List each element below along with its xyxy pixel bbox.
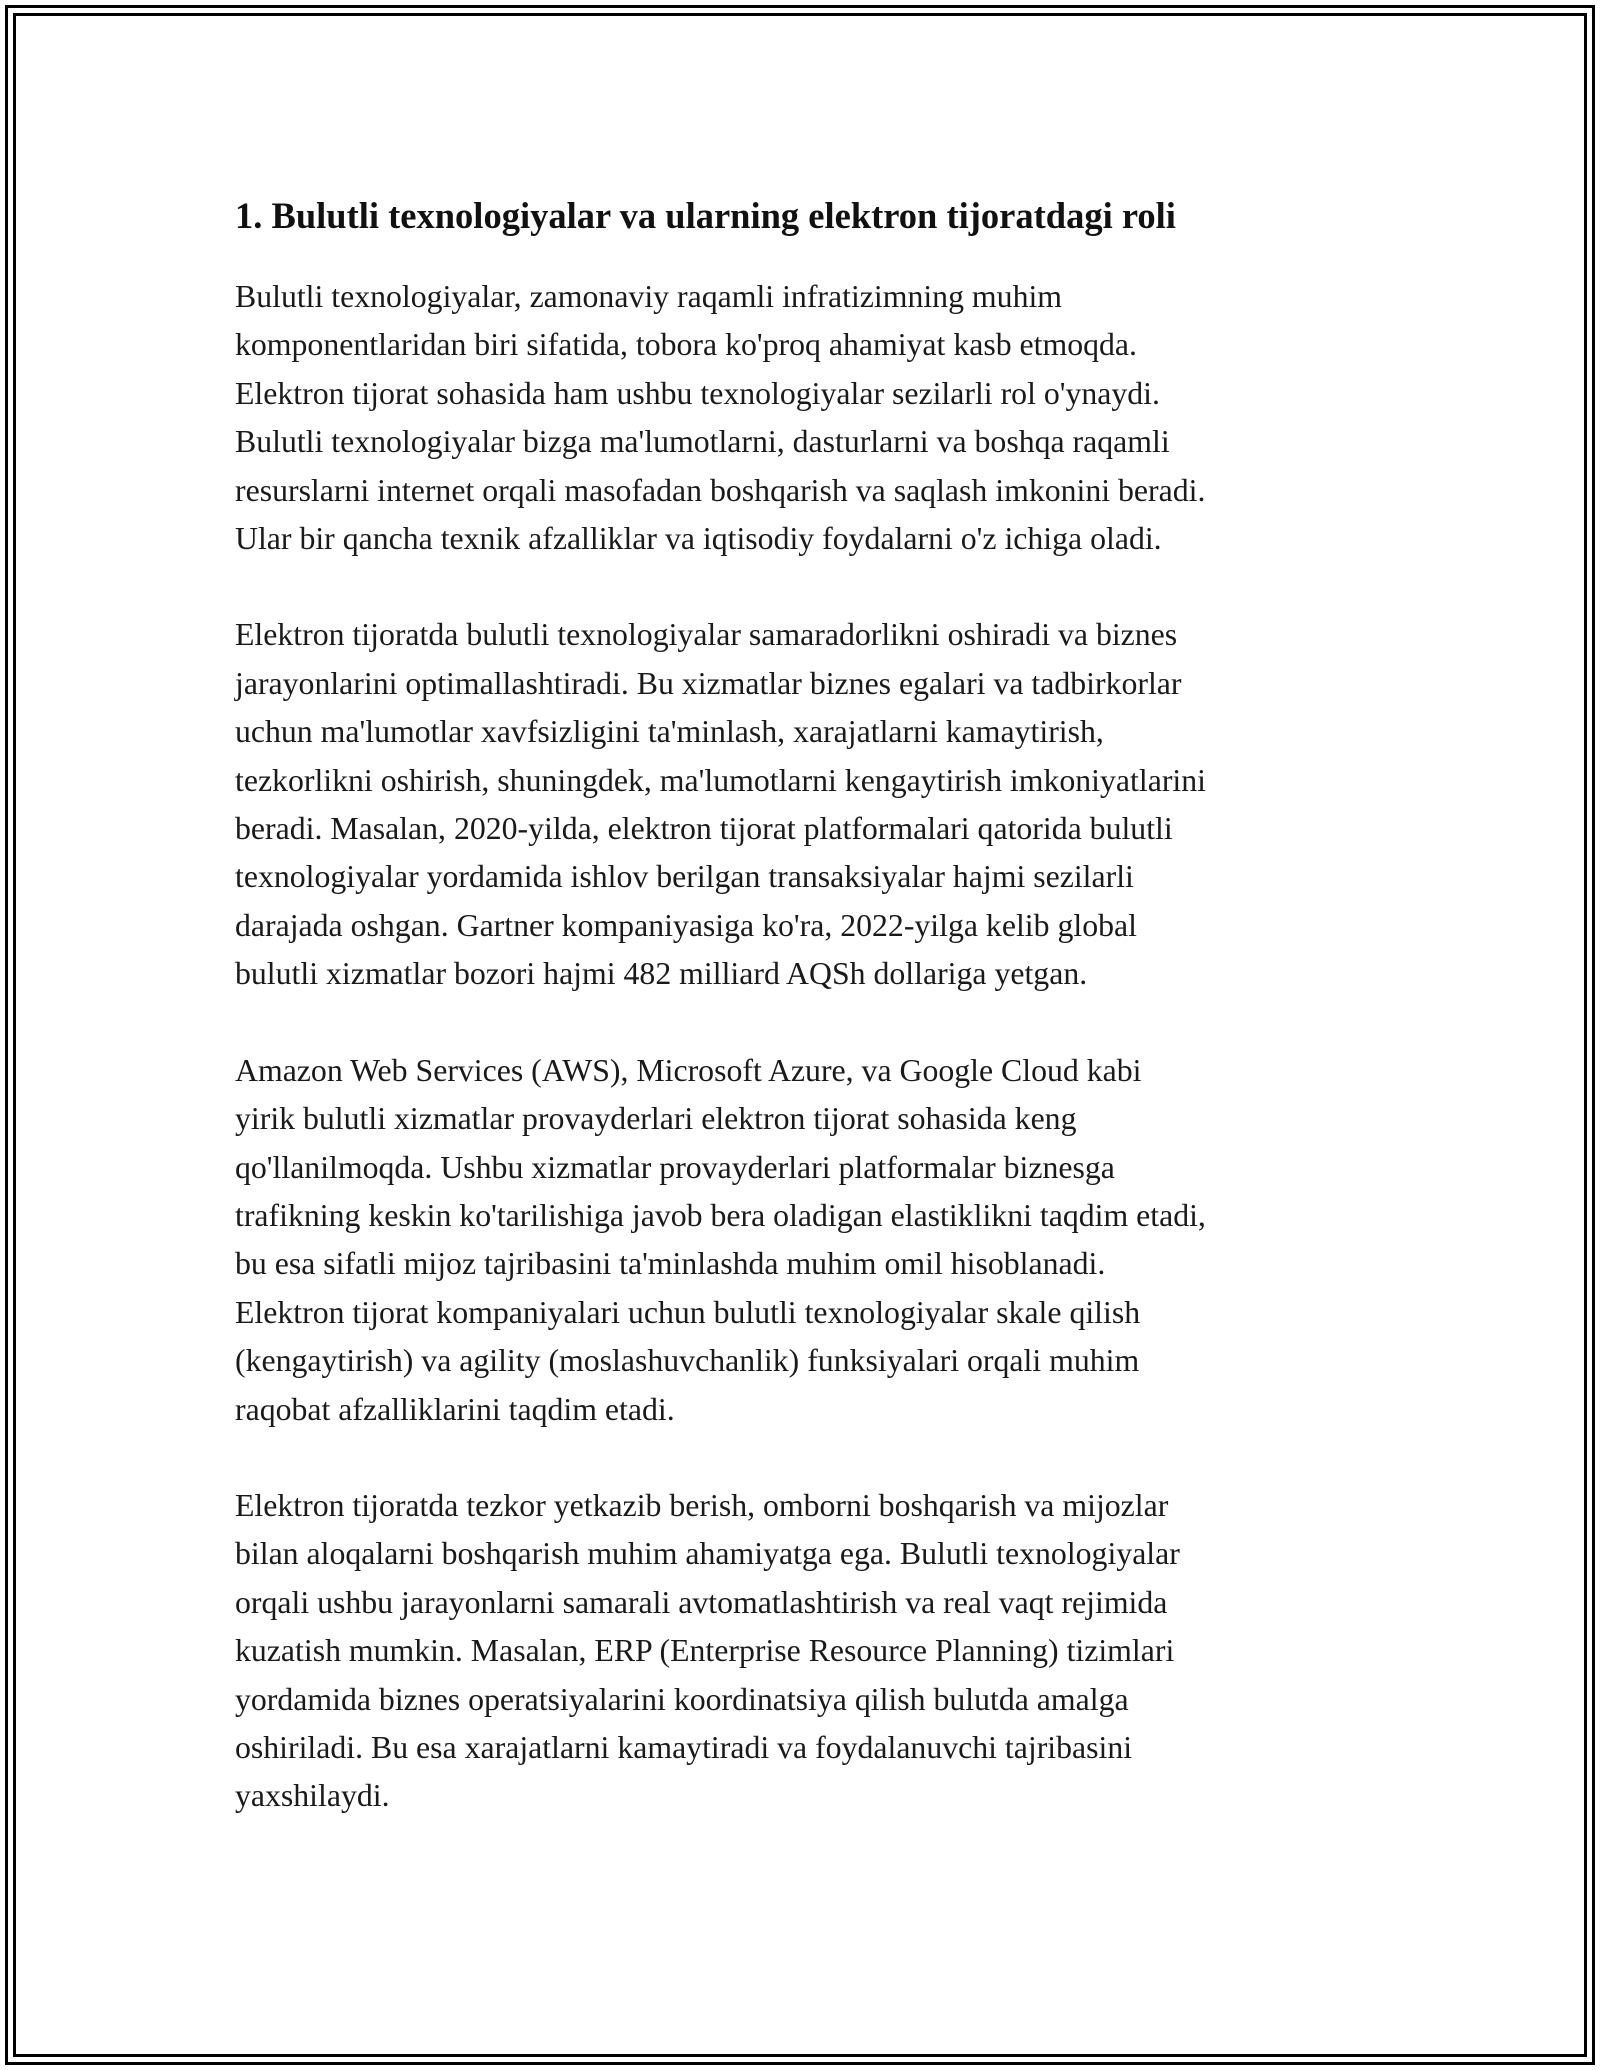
text-line: Elektron tijorat sohasida ham ushbu texnologiyalar sezilarli rol o'ynaydi. (235, 375, 1160, 411)
text-line: oshiriladi. Bu esa xarajatlarni kamaytiradi va foydalanuvchi tajribasini (235, 1729, 1133, 1765)
paragraph-4 (235, 1482, 1370, 1821)
text-line: uchun ma'lumotlar xavfsizligini ta'minlash, xarajatlarni kamaytirish, (235, 714, 1104, 750)
text-line: bu esa sifatli mijoz tajribasini ta'minlashda muhim omil hisoblanadi. (235, 1246, 1106, 1282)
text-line: Elektron tijoratda bulutli texnologiyalar samaradorlikni oshiradi va biznes (235, 617, 1178, 653)
section-heading: 1. Bulutli texnologiyalar va ularning elektron tijoratdagi roli (235, 195, 1176, 236)
text-line: texnologiyalar yordamida ishlov berilgan transaksiyalar hajmi sezilarli (235, 859, 1134, 895)
document-body (235, 188, 1370, 1869)
text-line: resurslarni internet orqali masofadan boshqarish va saqlash imkonini beradi. (235, 472, 1206, 508)
text-line: raqobat afzalliklarini taqdim etadi. (235, 1391, 675, 1427)
text-line: bilan aloqalarni boshqarish muhim ahamiyatga ega. Bulutli texnologiyalar (235, 1536, 1180, 1572)
text-line: tezkorlikni oshirish, shuningdek, ma'lumotlarni kengaytirish imkoniyatlarini (235, 762, 1206, 798)
text-line: Elektron tijoratda tezkor yetkazib berish, omborni boshqarish va mijozlar (235, 1487, 1169, 1523)
text-line: yaxshilaydi. (235, 1778, 390, 1814)
text-line: yordamida biznes operatsiyalarini koordinatsiya qilish bulutda amalga (235, 1681, 1129, 1717)
paragraph-1 (235, 273, 1370, 563)
text-line: komponentlaridan biri sifatida, tobora ko'proq ahamiyat kasb etmoqda. (235, 327, 1137, 363)
text-line: orqali ushbu jarayonlarni samarali avtomatlashtirish va real vaqt rejimida (235, 1584, 1168, 1620)
text-line: bulutli xizmatlar bozori hajmi 482 milliard AQSh dollariga yetgan. (235, 956, 1088, 992)
text-line: (kengaytirish) va agility (moslashuvchanlik) funksiyalari orqali muhim (235, 1343, 1140, 1379)
paragraph-3 (235, 1047, 1370, 1434)
text-line: Bulutli texnologiyalar, zamonaviy raqamli infratizimning muhim (235, 279, 1063, 314)
text-line: qo'llanilmoqda. Ushbu xizmatlar provayderlari platformalar biznesga (235, 1149, 1115, 1185)
text-line: beradi. Masalan, 2020-yilda, elektron tijorat platformalari qatorida bulutli (235, 811, 1173, 847)
text-line: yirik bulutli xizmatlar provayderlari elektron tijorat sohasida keng (235, 1101, 1077, 1137)
text-line: jarayonlarini optimallashtiradi. Bu xizmatlar biznes egalari va tadbirkorlar (235, 665, 1182, 701)
text-line: kuzatish mumkin. Masalan, ERP (Enterprise Resource Planning) tizimlari (235, 1633, 1175, 1669)
text-line: Ular bir qancha texnik afzalliklar va iqtisodiy foydalarni o'z ichiga oladi. (235, 521, 1162, 557)
text-line: trafikning keskin ko'tarilishiga javob bera oladigan elastiklikni taqdim etadi, (235, 1197, 1206, 1233)
text-line: darajada oshgan. Gartner kompaniyasiga ko'ra, 2022-yilga kelib global (235, 907, 1137, 943)
text-line: Elektron tijorat kompaniyalari uchun bulutli texnologiyalar skale qilish (235, 1294, 1141, 1330)
text-line: Bulutli texnologiyalar bizga ma'lumotlarni, dasturlarni va boshqa raqamli (235, 424, 1170, 460)
text-line: Amazon Web Services (AWS), Microsoft Azure, va Google Cloud kabi (235, 1052, 1142, 1088)
paragraph-2 (235, 611, 1370, 998)
